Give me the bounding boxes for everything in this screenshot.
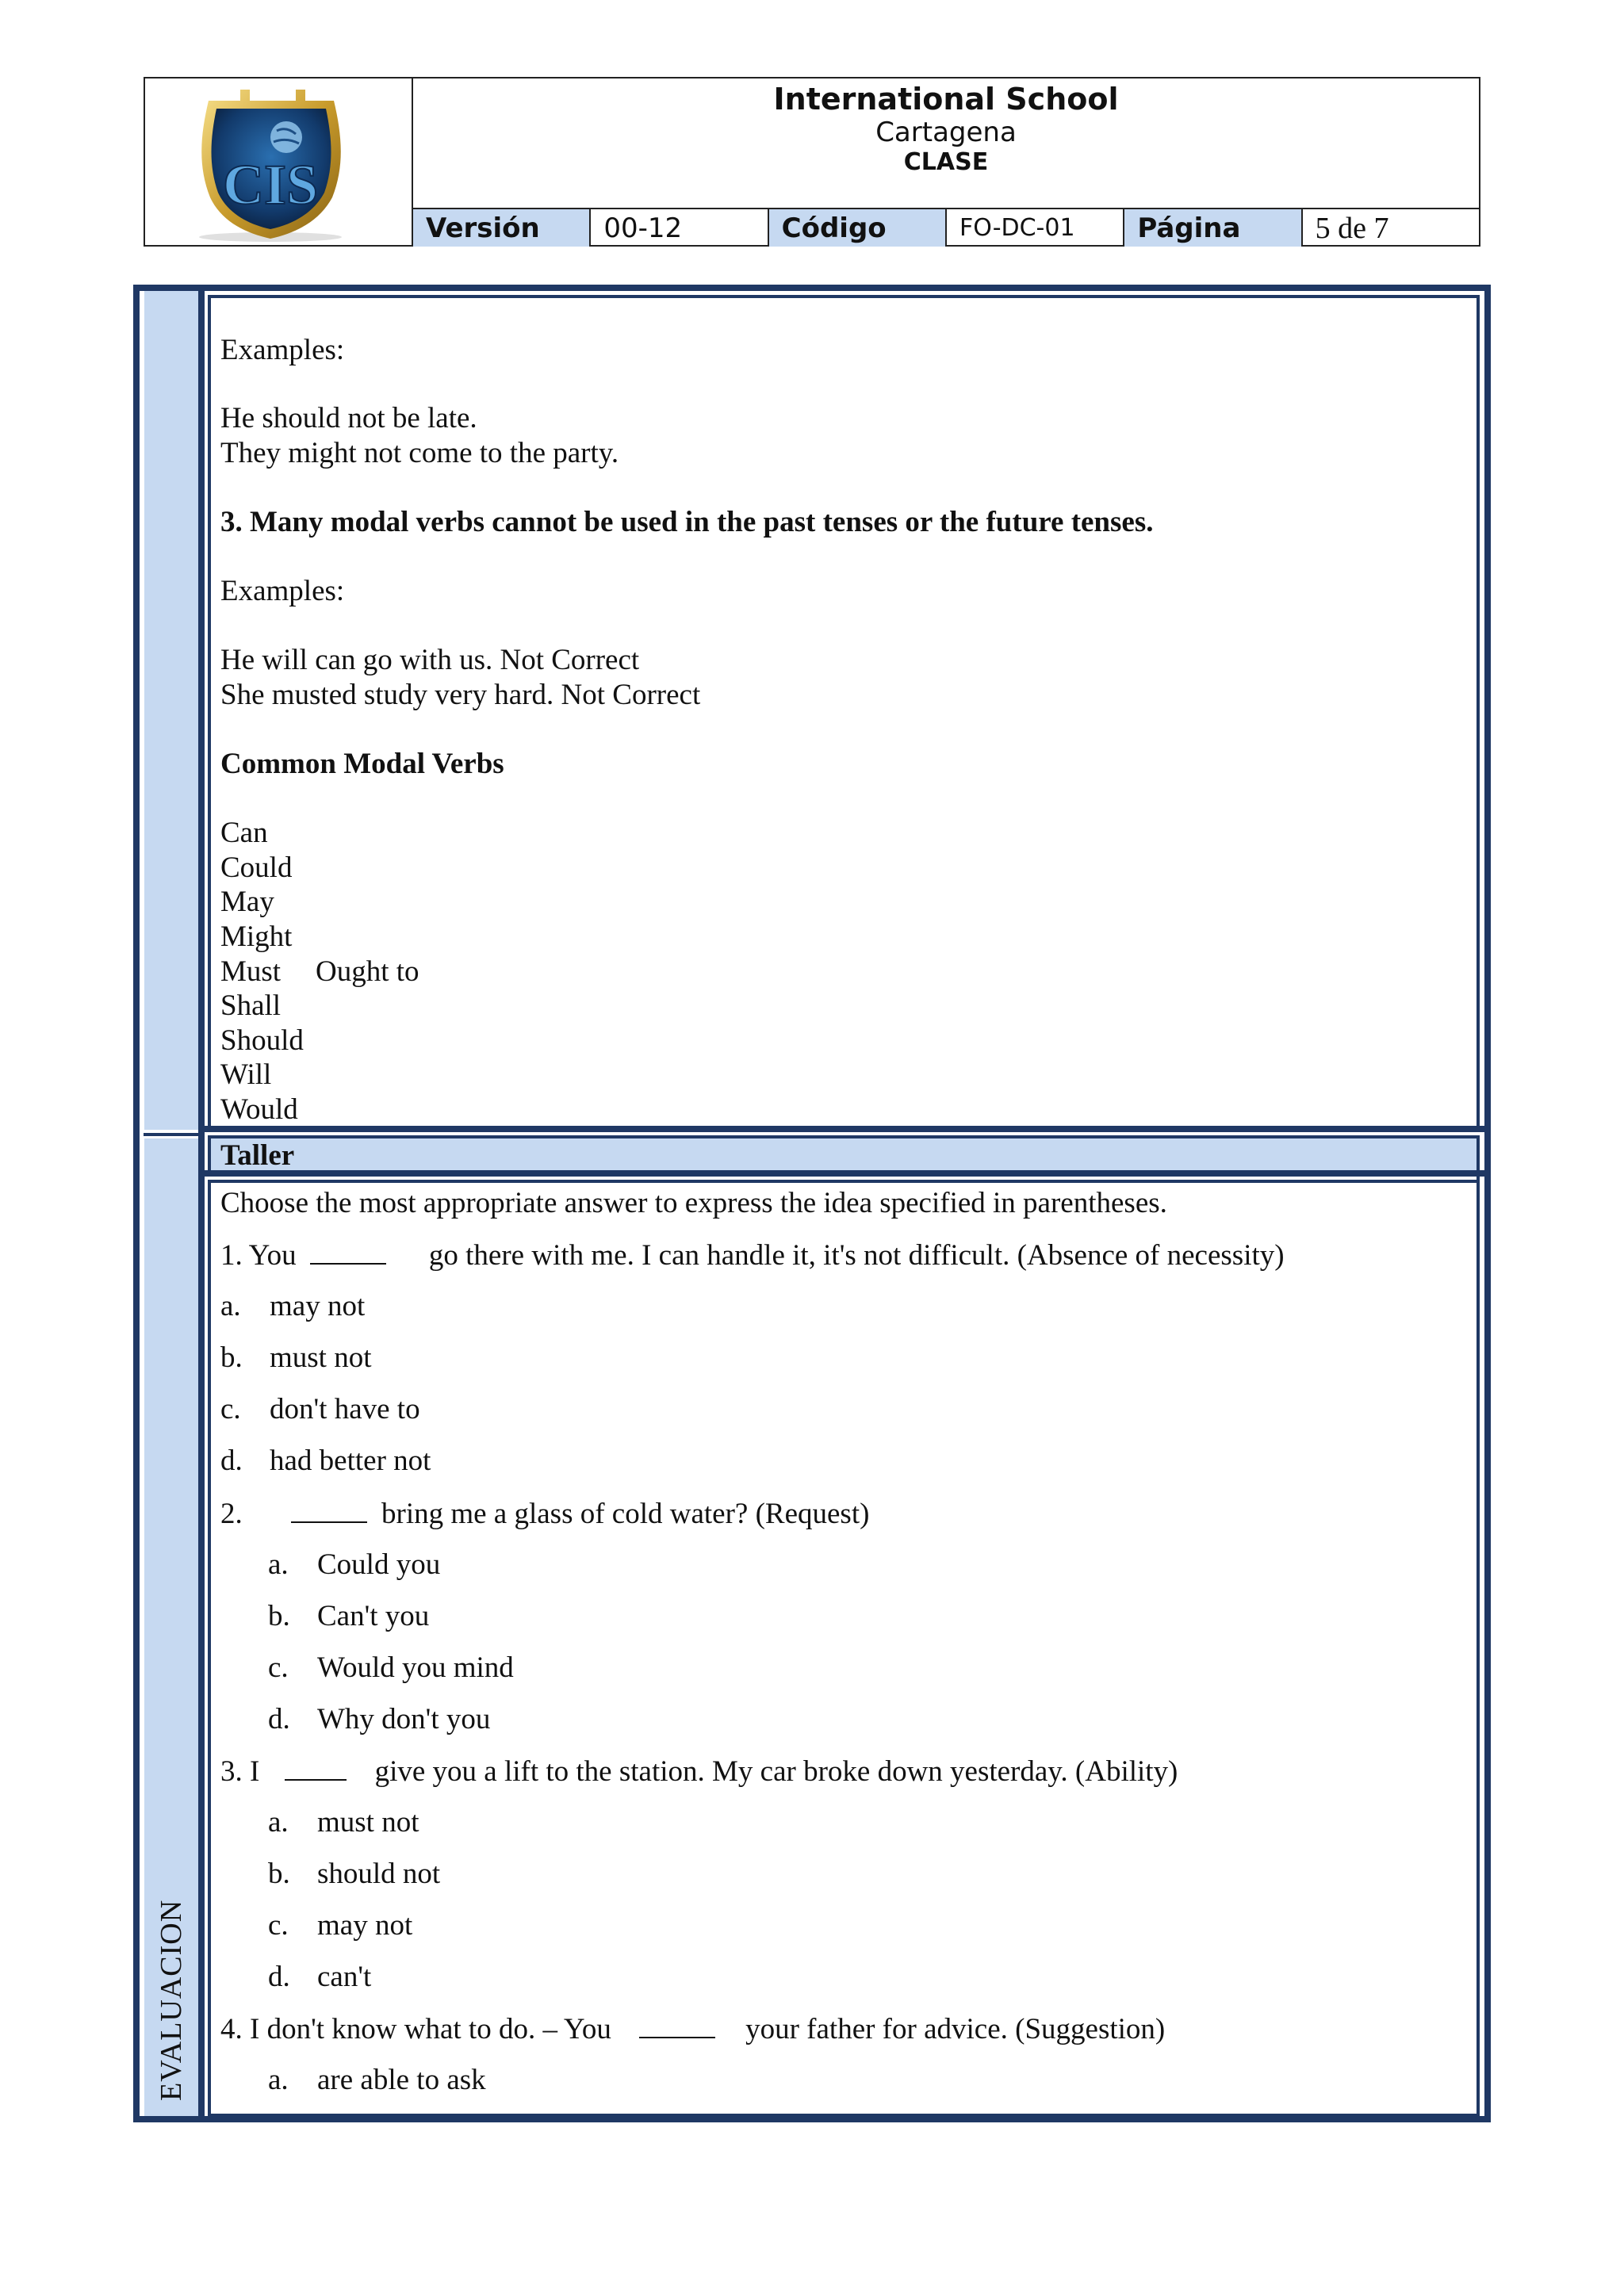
modal-verb: Could — [220, 851, 293, 884]
option-letter: d. — [220, 1445, 243, 1477]
option-letter: d. — [268, 1703, 290, 1735]
question-1 — [220, 1238, 1285, 1273]
option-text: may not — [270, 1290, 366, 1322]
school-name: International School — [773, 82, 1119, 117]
option-row[interactable] — [268, 1857, 440, 1892]
modal-verb-ought-to: Ought to — [316, 955, 419, 988]
option-letter: c. — [220, 1393, 241, 1425]
option-row[interactable] — [268, 1702, 490, 1737]
code-value: FO-DC-01 — [947, 209, 1124, 247]
example-line: They might not come to the party. — [220, 437, 619, 469]
school-logo-cell — [145, 78, 413, 245]
question-prefix: 4. I don't know what to do. – You — [220, 2013, 611, 2045]
school-logo — [145, 78, 413, 245]
question-4 — [220, 2011, 1165, 2047]
option-letter: a. — [268, 2064, 289, 2096]
taller-label: Taller — [220, 1139, 295, 1172]
option-letter: a. — [220, 1290, 241, 1322]
examples-heading-1: Examples: — [220, 334, 345, 366]
question-2 — [220, 1496, 869, 1532]
modal-verb: Would — [220, 1093, 298, 1126]
modal-verb: Can — [220, 817, 268, 849]
logo-text: CIS — [222, 153, 319, 216]
modal-verb: May — [220, 886, 274, 918]
option-text: are able to ask — [317, 2064, 486, 2096]
option-row[interactable] — [220, 1289, 365, 1324]
option-row[interactable] — [268, 1960, 371, 1995]
answer-blank[interactable] — [285, 1754, 347, 1781]
document-type: CLASE — [903, 148, 989, 176]
option-row[interactable] — [268, 1805, 419, 1840]
question-text: your father for advice. (Suggestion) — [745, 2013, 1166, 2045]
answer-blank[interactable] — [639, 2011, 715, 2038]
page-value: 5 de 7 — [1315, 211, 1389, 245]
option-text: can't — [317, 1961, 372, 1993]
version-value: 00-12 — [591, 209, 768, 247]
option-row[interactable] — [268, 1599, 429, 1634]
option-letter: b. — [268, 1600, 290, 1632]
option-row[interactable] — [268, 2063, 486, 2098]
option-letter: b. — [220, 1341, 243, 1374]
option-letter: d. — [268, 1961, 290, 1993]
question-prefix: 1. You — [220, 1239, 297, 1272]
question-text: bring me a glass of cold water? (Request) — [381, 1498, 870, 1530]
side-panel-upper — [144, 291, 198, 1130]
modal-verb: Might — [220, 920, 293, 953]
evaluacion-side-label: EVALUACION — [155, 1899, 188, 2101]
header-metadata-row — [413, 208, 1479, 247]
option-text: must not — [270, 1341, 372, 1374]
option-text: Why don't you — [317, 1703, 491, 1735]
code-label: Código — [769, 209, 947, 247]
taller-bar — [211, 1138, 1477, 1170]
option-letter: a. — [268, 1806, 289, 1839]
option-row[interactable] — [220, 1444, 431, 1479]
modal-verb: Will — [220, 1058, 272, 1091]
version-label: Versión — [413, 209, 591, 247]
option-letter: c. — [268, 1909, 289, 1942]
example-line: She musted study very hard. Not Correct — [220, 679, 701, 711]
examples-heading-2: Examples: — [220, 575, 345, 607]
example-line: He will can go with us. Not Correct — [220, 644, 640, 676]
option-letter: c. — [268, 1651, 289, 1684]
option-row[interactable] — [268, 1908, 412, 1943]
school-city: Cartagena — [875, 117, 1017, 148]
question-text: go there with me. I can handle it, it's not difficult. (Absence of necessity) — [428, 1239, 1285, 1272]
question-text: give you a lift to the station. My car broke down yesterday. (Ability) — [374, 1755, 1178, 1788]
option-text: must not — [317, 1806, 419, 1839]
document-header — [144, 77, 1480, 247]
header-title-area — [413, 78, 1479, 208]
option-text: Would you mind — [317, 1651, 514, 1684]
modal-verb: Shall — [220, 989, 282, 1022]
option-text: don't have to — [270, 1393, 420, 1425]
option-text: should not — [317, 1858, 441, 1890]
option-letter: b. — [268, 1858, 290, 1890]
answer-blank[interactable] — [291, 1496, 367, 1523]
option-row[interactable] — [268, 1651, 514, 1686]
modal-verb: Should — [220, 1024, 304, 1057]
option-letter: a. — [268, 1548, 289, 1581]
option-row[interactable] — [220, 1392, 420, 1427]
example-line: He should not be late. — [220, 402, 477, 434]
modal-verb: Must — [220, 955, 282, 988]
instructions: Choose the most appropriate answer to express the idea specified in parentheses. — [220, 1187, 1167, 1219]
option-text: Can't you — [317, 1600, 430, 1632]
common-modal-heading: Common Modal Verbs — [220, 748, 504, 780]
option-text: had better not — [270, 1445, 431, 1477]
page-label: Página — [1124, 209, 1302, 247]
question-prefix: 2. — [220, 1498, 243, 1530]
option-row[interactable] — [220, 1341, 372, 1376]
option-text: may not — [317, 1909, 413, 1942]
option-text: Could you — [317, 1548, 441, 1581]
question-3 — [220, 1754, 1178, 1789]
answer-blank[interactable] — [310, 1238, 386, 1265]
rule-three: 3. Many modal verbs cannot be used in the past tenses or the future tenses. — [220, 506, 1154, 538]
option-row[interactable] — [268, 1548, 440, 1582]
question-prefix: 3. I — [220, 1755, 260, 1788]
